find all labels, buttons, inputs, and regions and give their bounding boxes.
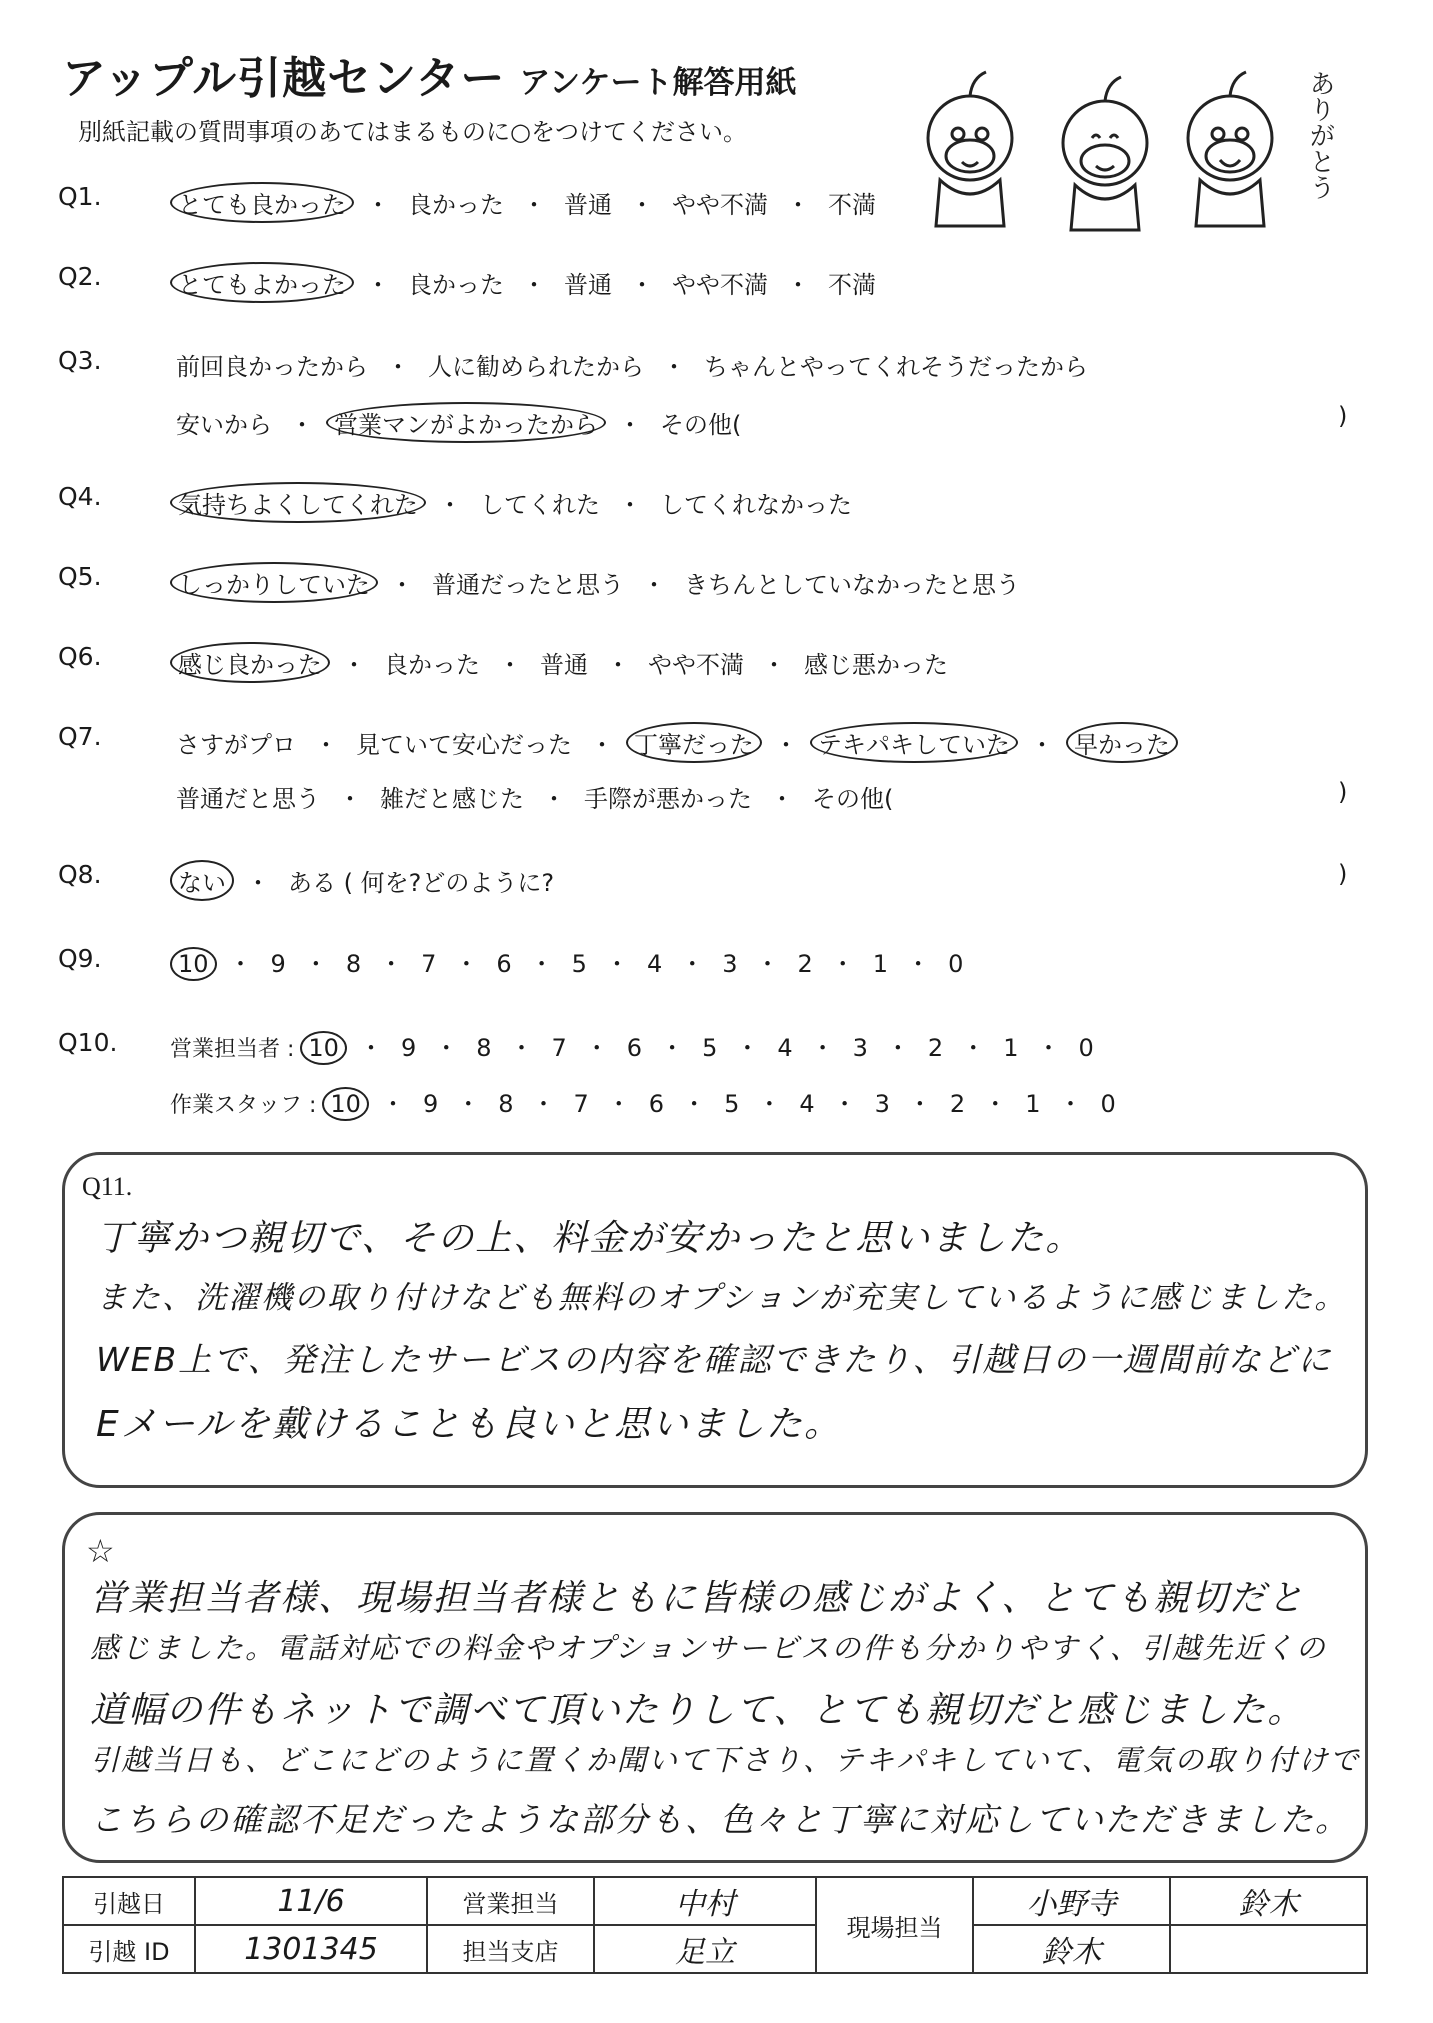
answer-option[interactable]: ない — [170, 860, 234, 901]
mascot-monkey-3 — [1188, 72, 1272, 226]
answer-option[interactable]: その他( — [812, 785, 894, 813]
answer-option[interactable]: してくれた — [480, 491, 600, 519]
star-marker: ☆ — [86, 1532, 115, 1570]
separator-dot: ・ — [434, 1034, 459, 1062]
separator-dot: ・ — [390, 571, 414, 599]
separator-dot: ・ — [680, 950, 705, 978]
separator-dot: ・ — [246, 869, 270, 897]
separator-dot: ・ — [522, 191, 546, 219]
answer-option[interactable]: 普通 — [564, 191, 612, 219]
answer-option[interactable]: 前回良かったから — [176, 353, 368, 381]
separator-dot: ・ — [662, 353, 686, 381]
question-number: Q8. — [58, 860, 102, 889]
answer-options — [170, 860, 560, 901]
answer-option[interactable]: その他( — [660, 411, 742, 439]
answer-options — [170, 402, 747, 443]
separator-dot: ・ — [358, 1034, 383, 1062]
rating-option[interactable]: 1 — [1025, 1090, 1041, 1118]
answer-option[interactable]: やや不満 — [648, 651, 744, 679]
separator-dot: ・ — [660, 1034, 685, 1062]
answer-option[interactable]: 10 — [170, 947, 217, 981]
separator-dot: ・ — [770, 785, 794, 813]
separator-dot: ・ — [906, 950, 931, 978]
answer-option[interactable]: 良かった — [408, 191, 504, 219]
answer-option[interactable]: 良かった — [408, 271, 504, 299]
rating-row-label: 営業担当者 : — [170, 1037, 295, 1062]
answer-option[interactable]: 普通だと思う — [176, 785, 320, 813]
comment-line: 感じました。電話対応での料金やオプションサービスの件も分かりやすく、引越先近くの — [90, 1631, 1327, 1665]
sales-rep-value: 中村 — [594, 1877, 816, 1925]
branch-value: 足立 — [594, 1925, 816, 1973]
separator-dot: ・ — [342, 651, 366, 679]
separator-dot: ・ — [438, 491, 462, 519]
rating-option[interactable]: 4 — [799, 1090, 815, 1118]
rating-row-label: 作業スタッフ : — [170, 1093, 317, 1118]
separator-dot: ・ — [338, 785, 362, 813]
question-number: Q5. — [58, 562, 102, 591]
separator-dot: ・ — [774, 731, 798, 759]
answer-option[interactable]: 3 — [722, 950, 738, 978]
separator-dot: ・ — [228, 950, 253, 978]
separator-dot: ・ — [531, 1090, 556, 1118]
rating-option[interactable]: 0 — [1100, 1090, 1116, 1118]
separator-dot: ・ — [522, 271, 546, 299]
answer-option[interactable]: 営業マンがよかったから — [326, 402, 606, 443]
question-number: Q9. — [58, 944, 102, 973]
q11-answer-line: Eメールを戴けることも良いと思いました。 — [96, 1404, 843, 1445]
q11-answer-line: 丁寧かつ親切で、その上、料金が安かったと思いました。 — [96, 1218, 1084, 1259]
rating-option[interactable]: 6 — [648, 1090, 665, 1118]
move-date-value: 11/6 — [195, 1877, 427, 1925]
answer-options — [170, 182, 882, 223]
rating-option[interactable]: 0 — [1078, 1034, 1094, 1062]
site-staff-label: 現場担当 — [816, 1877, 973, 1973]
separator-dot: ・ — [542, 785, 566, 813]
answer-options — [170, 722, 1178, 763]
separator-dot: ・ — [757, 1090, 782, 1118]
separator-dot: ・ — [604, 950, 629, 978]
separator-dot: ・ — [786, 271, 810, 299]
separator-dot: ・ — [606, 651, 630, 679]
separator-dot: ・ — [498, 651, 522, 679]
answer-option[interactable]: 普通 — [564, 271, 612, 299]
separator-dot: ・ — [366, 271, 390, 299]
rating-option[interactable]: 8 — [476, 1034, 492, 1062]
mascot-monkey-1 — [928, 72, 1012, 226]
answer-option[interactable]: 丁寧だった — [626, 722, 762, 763]
answer-option[interactable]: テキパキしていた — [810, 722, 1018, 763]
form-header-title — [62, 42, 797, 106]
q10-rating-row — [170, 1028, 1100, 1068]
question-number: Q6. — [58, 642, 102, 671]
site-staff-4 — [1170, 1925, 1367, 1973]
separator-dot: ・ — [314, 731, 338, 759]
separator-dot: ・ — [618, 491, 642, 519]
form-title: アンケート解答用紙 — [519, 65, 797, 101]
sales-rep-label: 営業担当 — [427, 1877, 594, 1925]
site-staff-3: 鈴木 — [973, 1925, 1170, 1973]
separator-dot: ・ — [682, 1090, 707, 1118]
move-date-label: 引越日 — [63, 1877, 195, 1925]
rating-option[interactable]: 7 — [573, 1090, 589, 1118]
separator-dot: ・ — [1030, 731, 1054, 759]
answer-option[interactable]: ある ( 何を?どのように? — [288, 869, 555, 897]
answer-options — [170, 562, 1026, 603]
monkey-mascots-illustration — [900, 58, 1350, 238]
answer-option[interactable]: きちんとしていなかったと思う — [684, 571, 1020, 599]
answer-option[interactable]: しっかりしていた — [170, 562, 378, 603]
rating-option[interactable]: 8 — [498, 1090, 514, 1118]
answer-option[interactable]: 早かった — [1066, 722, 1178, 763]
rating-option[interactable]: 5 — [724, 1090, 740, 1118]
rating-option[interactable]: 7 — [551, 1034, 567, 1062]
answer-options — [170, 346, 1094, 383]
comment-line: こちらの確認不足だったような部分も、色々と丁寧に対応していただきました。 — [90, 1800, 1350, 1839]
answer-option[interactable]: 普通 — [540, 651, 588, 679]
separator-dot: ・ — [379, 950, 404, 978]
answer-option[interactable]: 安いから — [176, 411, 272, 439]
separator-dot: ・ — [380, 1090, 405, 1118]
instruction-text: 別紙記載の質問事項のあてはまるものに○をつけてください。 — [78, 118, 747, 146]
comment-line: 道幅の件もネットで調べて頂いたりして、とても親切だと感じました。 — [90, 1690, 1306, 1731]
answer-options — [170, 262, 882, 303]
answer-options — [170, 482, 858, 523]
separator-dot: ・ — [509, 1034, 534, 1062]
question-number: Q2. — [58, 262, 102, 291]
separator-dot: ・ — [584, 1034, 609, 1062]
site-staff-1: 小野寺 — [973, 1877, 1170, 1925]
rating-option[interactable]: 10 — [322, 1087, 369, 1121]
comment-line: 営業担当者様、現場担当者様ともに皆様の感じがよく、とても親切だと — [90, 1578, 1306, 1619]
rating-option[interactable]: 4 — [777, 1034, 793, 1062]
answer-option[interactable]: さすがプロ — [176, 731, 296, 759]
answer-option[interactable]: 4 — [646, 950, 663, 978]
closing-paren: ) — [1338, 860, 1348, 888]
answer-option[interactable]: 人に勧められたから — [428, 353, 644, 381]
mascot-monkey-2 — [1063, 77, 1147, 230]
separator-dot: ・ — [907, 1090, 932, 1118]
rating-option[interactable]: 10 — [300, 1031, 347, 1065]
answer-option[interactable]: 不満 — [828, 271, 876, 299]
answer-options — [170, 778, 899, 815]
answer-option[interactable]: 不満 — [828, 191, 876, 219]
separator-dot: ・ — [630, 191, 654, 219]
question-number: Q10. — [58, 1028, 118, 1057]
answer-option[interactable]: 感じ良かった — [170, 642, 330, 683]
rating-option[interactable]: 6 — [626, 1034, 643, 1062]
separator-dot: ・ — [983, 1090, 1008, 1118]
question-number: Q4. — [58, 482, 102, 511]
separator-dot: ・ — [885, 1034, 910, 1062]
rating-option[interactable]: 1 — [1003, 1034, 1019, 1062]
separator-dot: ・ — [606, 1090, 631, 1118]
separator-dot: ・ — [735, 1034, 760, 1062]
separator-dot: ・ — [755, 950, 780, 978]
answer-option[interactable]: 見ていて安心だった — [356, 731, 572, 759]
q11-answer-line: また、洗濯機の取り付けなども無料のオプションが充実しているように感じました。 — [96, 1280, 1348, 1316]
closing-paren: ) — [1338, 778, 1348, 806]
answer-option[interactable]: やや不満 — [672, 191, 768, 219]
company-name: アップル引越センター — [62, 53, 506, 104]
separator-dot: ・ — [961, 1034, 986, 1062]
separator-dot: ・ — [303, 950, 328, 978]
answer-option[interactable]: してくれなかった — [660, 491, 852, 519]
rating-option[interactable]: 2 — [949, 1090, 966, 1118]
separator-dot: ・ — [1058, 1090, 1083, 1118]
rating-option[interactable]: 9 — [400, 1034, 417, 1062]
answer-option[interactable]: 1 — [872, 950, 889, 978]
separator-dot: ・ — [630, 271, 654, 299]
closing-paren: ) — [1338, 402, 1348, 430]
q10-rating-row — [170, 1084, 1122, 1124]
site-staff-2: 鈴木 — [1170, 1877, 1367, 1925]
rating-option[interactable]: 2 — [927, 1034, 944, 1062]
thanks-text: ありがとう — [1305, 70, 1335, 200]
answer-option[interactable]: 手際が悪かった — [584, 785, 752, 813]
separator-dot: ・ — [366, 191, 390, 219]
answer-option[interactable]: 7 — [421, 950, 437, 978]
separator-dot: ・ — [810, 1034, 835, 1062]
answer-option[interactable]: 9 — [270, 950, 286, 978]
separator-dot: ・ — [529, 950, 554, 978]
rating-options — [322, 1090, 1121, 1118]
question-number: Q7. — [58, 722, 102, 751]
answer-option[interactable]: 気持ちよくしてくれた — [170, 482, 426, 523]
separator-dot: ・ — [830, 950, 855, 978]
rating-option[interactable]: 5 — [702, 1034, 718, 1062]
answer-option[interactable]: とてもよかった — [170, 262, 354, 303]
answer-option[interactable]: 6 — [496, 950, 512, 978]
separator-dot: ・ — [762, 651, 786, 679]
answer-option[interactable]: 普通だったと思う — [432, 571, 624, 599]
separator-dot: ・ — [618, 411, 642, 439]
answer-option[interactable]: 感じ悪かった — [804, 651, 948, 679]
rating-option[interactable]: 3 — [852, 1034, 868, 1062]
answer-option[interactable]: 雑だと感じた — [380, 785, 524, 813]
branch-label: 担当支店 — [427, 1925, 594, 1973]
separator-dot: ・ — [454, 950, 479, 978]
answer-options — [170, 642, 954, 683]
rating-option[interactable]: 3 — [874, 1090, 890, 1118]
rating-options — [300, 1034, 1099, 1062]
separator-dot: ・ — [786, 191, 810, 219]
separator-dot: ・ — [456, 1090, 481, 1118]
separator-dot: ・ — [1036, 1034, 1061, 1062]
separator-dot: ・ — [832, 1090, 857, 1118]
answer-option[interactable]: とても良かった — [170, 182, 354, 223]
move-id-value: 1301345 — [195, 1925, 427, 1973]
q11-answer-line: WEB上で、発注したサービスの内容を確認できたり、引越日の一週間前などに — [96, 1340, 1333, 1379]
answer-option[interactable]: 2 — [797, 950, 813, 978]
move-info-table — [62, 1876, 1368, 1974]
answer-option[interactable]: 良かった — [384, 651, 480, 679]
separator-dot: ・ — [386, 353, 410, 381]
answer-options — [170, 944, 969, 981]
rating-option[interactable]: 9 — [422, 1090, 439, 1118]
question-number: Q3. — [58, 346, 102, 375]
comment-line: 引越当日も、どこにどのように置くか聞いて下さり、テキパキしていて、電気の取り付けで — [90, 1743, 1361, 1777]
separator-dot: ・ — [590, 731, 614, 759]
separator-dot: ・ — [642, 571, 666, 599]
q11-label: Q11. — [82, 1172, 133, 1201]
answer-option[interactable]: 5 — [571, 950, 587, 978]
answer-option[interactable]: ちゃんとやってくれそうだったから — [704, 353, 1088, 381]
separator-dot: ・ — [290, 411, 314, 439]
question-number: Q1. — [58, 182, 102, 211]
move-id-label: 引越 ID — [63, 1925, 195, 1973]
answer-option[interactable]: 8 — [345, 950, 362, 978]
answer-option[interactable]: やや不満 — [672, 271, 768, 299]
answer-option[interactable]: 0 — [948, 950, 964, 978]
